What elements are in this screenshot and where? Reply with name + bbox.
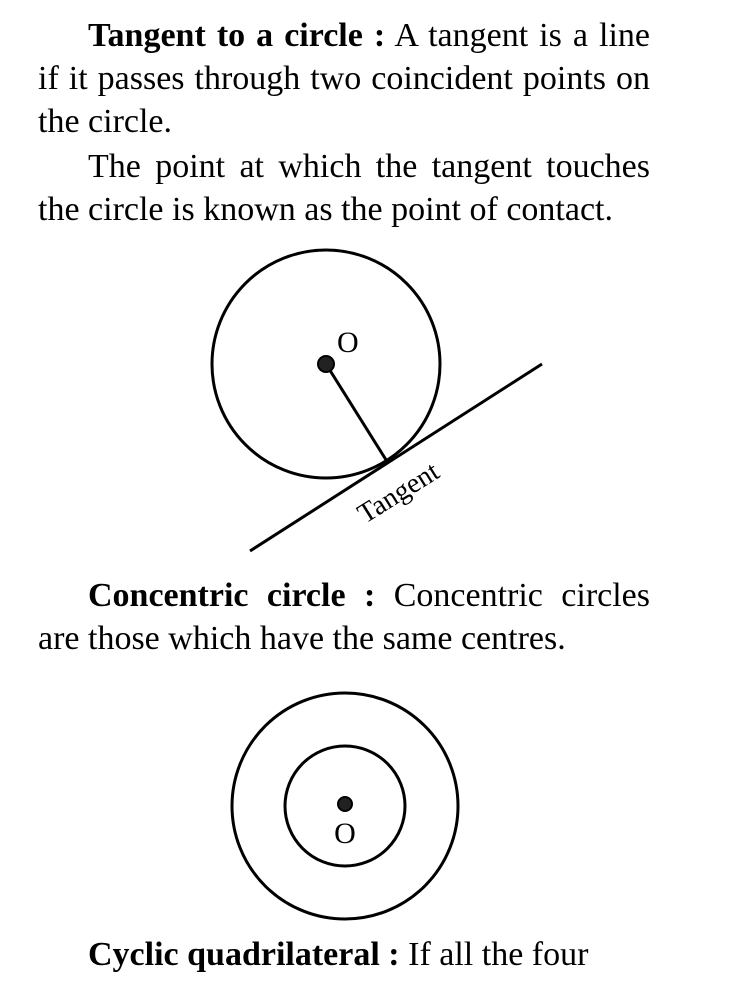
- cyclic-definition-paragraph: [38, 933, 650, 976]
- centre-dot: [318, 356, 334, 372]
- tangent-label: Tangent: [352, 456, 445, 530]
- tangent-definition: A tangent is a line if it passes through two coincident points on the circle.: [38, 17, 650, 140]
- cyclic-term: Cyclic quadrilateral :: [88, 936, 400, 973]
- point-of-contact-text: The point at which the tangent touches the circle is known as the point of contact.: [38, 148, 650, 228]
- tangent-line: [250, 364, 542, 551]
- concentric-centre-label: O: [334, 817, 356, 850]
- concentric-centre-dot: [338, 797, 352, 811]
- concentric-definition-paragraph: [38, 574, 650, 660]
- concentric-term: Concentric circle :: [88, 577, 376, 614]
- cyclic-definition: If all the four: [399, 936, 589, 973]
- centre-label: O: [337, 326, 359, 359]
- concentric-definition: Concentric circles are those which have the same centres.: [38, 577, 651, 657]
- tangent-figure: [212, 250, 542, 551]
- radius-line: [326, 364, 388, 463]
- concentric-figure: [232, 693, 458, 919]
- tangent-term: Tangent to a circle :: [88, 17, 386, 54]
